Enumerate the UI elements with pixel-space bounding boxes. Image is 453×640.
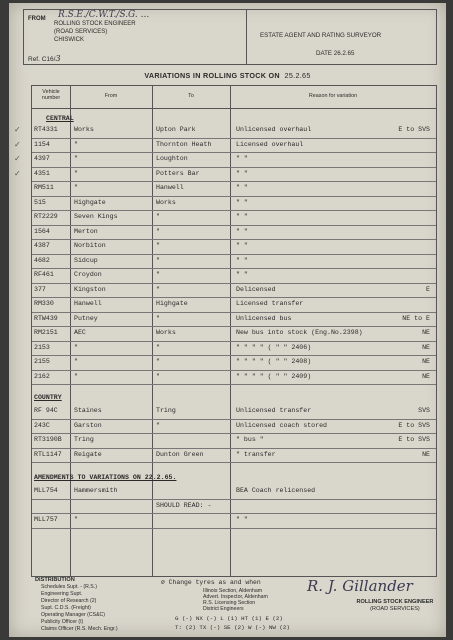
to-location: Hanwell	[156, 184, 184, 191]
from-location: AEC	[74, 329, 86, 336]
status-code: NE to E	[402, 314, 430, 322]
reference	[28, 54, 61, 63]
from-line-1: ROLLING STOCK ENGINEER	[54, 21, 136, 27]
vehicle-number: 4387	[34, 242, 50, 249]
reason-text: " "	[236, 184, 248, 191]
col-head-vehicle-2: number	[41, 95, 61, 101]
vehicle-number: MLL754	[34, 487, 58, 494]
row-divider	[32, 283, 436, 284]
row-divider	[32, 370, 436, 371]
from-location: Hanwell	[74, 300, 102, 307]
signature: R. J. Gillander	[307, 577, 413, 595]
row-divider	[32, 268, 436, 269]
status-code: NE	[422, 329, 430, 336]
to-location: Upton Park	[156, 126, 196, 133]
section-country: COUNTRY	[34, 394, 62, 401]
to-location: Loughton	[156, 155, 188, 162]
vehicle-number: 2162	[34, 372, 50, 380]
signatory-role-1: ROLLING STOCK ENGINEER	[356, 599, 434, 605]
col-head-vehicle	[32, 89, 70, 101]
handwritten-from: R.S.E./C.W.T./S.G. ...	[58, 10, 150, 20]
row-divider	[32, 297, 436, 298]
to-location: "	[156, 421, 160, 429]
status-code: E to SVS	[398, 421, 430, 429]
from-location: Kingston	[74, 285, 106, 293]
distribution-item: Director of Research (2)	[41, 598, 97, 604]
reason-text: Licensed overhaul	[236, 140, 304, 148]
from-location: Tring	[74, 436, 94, 443]
row-divider	[32, 528, 436, 529]
mid-list-item: Advert. Inspector, Aldenham	[203, 594, 268, 600]
reason-text: " "	[236, 169, 248, 177]
vehicle-number: 515	[34, 198, 46, 206]
row-divider	[32, 138, 436, 139]
reason-text: " "	[236, 198, 248, 206]
tick-mark: ✓	[14, 139, 21, 149]
tick-mark: ✓	[14, 168, 21, 178]
status-code: NE	[422, 358, 430, 365]
from-box	[24, 10, 247, 64]
reason-text: Unlicensed bus	[236, 314, 292, 322]
from-location: Hammersmith	[74, 487, 118, 494]
vehicle-number: RM2151	[34, 329, 58, 336]
row-divider	[32, 513, 436, 514]
row-divider	[32, 152, 436, 153]
title-date: 25.2.65	[284, 71, 311, 80]
section-amendments: AMENDMENTS TO VARIATIONS ON 22.2.65.	[34, 474, 177, 481]
from-line-3: CHISWICK	[54, 37, 84, 43]
header-box	[23, 9, 437, 65]
vehicle-number: RM330	[34, 300, 54, 307]
page-title	[9, 71, 446, 80]
reason-text: " transfer	[236, 450, 276, 458]
garage-codes-2: T: (2) TX (-) SE (2) W (-) NW (2)	[175, 624, 290, 631]
garage-codes-1: G (-) NX (-) L (1) HT (1) E (2)	[175, 615, 283, 622]
reason-text: " "	[236, 213, 248, 220]
tyre-note: ⌀ Change tyres as and when	[161, 579, 261, 586]
from-location: "	[74, 358, 78, 365]
from-location: Garston	[74, 421, 102, 429]
reason-text: Unlicensed overhaul	[236, 126, 312, 133]
vehicle-number: RF461	[34, 271, 54, 278]
status-code: E	[426, 285, 430, 293]
to-location: Potters Bar	[156, 169, 200, 177]
col-head-to: To	[188, 93, 194, 99]
row-divider	[32, 384, 436, 385]
vehicle-number: 1154	[34, 140, 50, 148]
from-location: Norbiton	[74, 242, 106, 249]
to-location: Works	[156, 198, 176, 206]
from-location: "	[74, 516, 78, 523]
vehicle-number: 2155	[34, 358, 50, 365]
from-location: Seven Kings	[74, 213, 118, 220]
distribution-item: Engineering Supt.	[41, 591, 83, 597]
from-location: Croydon	[74, 271, 102, 278]
reason-text: BEA Coach relicensed	[236, 487, 316, 494]
ref-label: Ref. C16/	[28, 56, 56, 63]
from-line-2: (ROAD SERVICES)	[54, 29, 108, 35]
reason-text: " " " " ( " " 2409)	[236, 372, 312, 380]
vehicle-number: 4682	[34, 256, 50, 264]
row-divider	[32, 239, 436, 240]
row-divider	[32, 210, 436, 211]
to-location: "	[156, 343, 160, 351]
from-location: Staines	[74, 407, 102, 414]
status-code: NE	[422, 343, 430, 351]
distribution-title: DISTRIBUTION	[35, 577, 75, 583]
vehicle-number: RT2229	[34, 213, 58, 220]
to-location: "	[156, 242, 160, 249]
from-location: "	[74, 184, 78, 191]
reason-text: " bus "	[236, 436, 264, 443]
date-line	[316, 50, 354, 57]
from-location: "	[74, 155, 78, 162]
from-location: Putney	[74, 314, 98, 322]
vehicle-number: MLL757	[34, 516, 58, 523]
vehicle-number: 4351	[34, 169, 50, 177]
to-location: Works	[156, 329, 176, 336]
from-label: FROM	[28, 16, 46, 22]
row-divider	[32, 196, 436, 197]
date-value: 26.2.65	[333, 50, 355, 57]
reason-text: Unlicensed coach stored	[236, 421, 328, 429]
vehicle-number: RTW439	[34, 314, 58, 322]
vehicle-number: 243C	[34, 421, 50, 429]
col-head-reason: Reason for variation	[308, 93, 358, 99]
signatory-role-2: (ROAD SERVICES)	[370, 606, 420, 612]
ref-number: 3	[55, 54, 61, 63]
section-central: CENTRAL	[46, 115, 74, 122]
to-location: "	[156, 213, 160, 220]
vehicle-number: RTL1147	[34, 450, 62, 458]
row-divider	[32, 326, 436, 327]
to-location: Highgate	[156, 300, 188, 307]
from-location: "	[74, 372, 78, 380]
mid-list-item: District Engineers	[203, 606, 244, 612]
reason-text: " "	[236, 155, 248, 162]
reason-text: Unlicensed transfer	[236, 407, 312, 414]
col-head-from: From	[104, 93, 118, 99]
vehicle-number: RM511	[34, 184, 54, 191]
distribution-item: Schedules Supt. - (R.S.)	[41, 584, 97, 590]
reason-text: " "	[236, 242, 248, 249]
from-location: Reigate	[74, 450, 102, 458]
vehicle-number: 377	[34, 285, 46, 293]
row-divider	[32, 433, 436, 434]
vehicle-number: 4397	[34, 155, 50, 162]
row-divider	[32, 312, 436, 313]
to-location: "	[156, 271, 160, 278]
distribution-item: Operating Manager (CS&C)	[41, 612, 106, 618]
row-divider	[32, 355, 436, 356]
vehicle-number: RT4331	[34, 126, 58, 133]
from-location: "	[74, 169, 78, 177]
col-divider	[230, 86, 231, 576]
mid-list-item: Illinois Section, Aldenham	[203, 588, 263, 594]
row-divider	[32, 419, 436, 420]
row-divider	[32, 499, 436, 500]
to-location: "	[156, 314, 160, 322]
distribution-item: Supt. C.D.S. (Freight)	[41, 605, 91, 611]
from-location: Merton	[74, 227, 98, 235]
row-divider	[32, 448, 436, 449]
row-divider	[32, 225, 436, 226]
status-code: E to SVS	[398, 126, 430, 133]
reason-text: Licensed transfer	[236, 300, 304, 307]
from-location: Highgate	[74, 198, 106, 206]
title-text: VARIATIONS IN ROLLING STOCK ON	[144, 71, 280, 80]
header-divider	[32, 108, 436, 109]
row-divider	[32, 462, 436, 463]
col-head-vehicle-1: Vehicle	[42, 89, 60, 95]
status-code: SVS	[418, 407, 430, 414]
distribution-item: Publicity Officer (I)	[41, 619, 84, 625]
row-divider	[32, 167, 436, 168]
to-location: SHOULD READ: -	[156, 501, 212, 509]
vehicle-number: 2153	[34, 343, 50, 351]
reason-text: " "	[236, 256, 248, 264]
to-location: Tring	[156, 407, 176, 414]
col-divider	[70, 86, 71, 576]
reason-text: " "	[236, 271, 248, 278]
tick-mark: ✓	[14, 154, 21, 163]
col-divider	[152, 86, 153, 576]
vehicle-number: 1564	[34, 227, 50, 235]
to-location: Thornton Heath	[156, 140, 212, 148]
to-location: "	[156, 256, 160, 264]
date-label: DATE	[316, 50, 333, 57]
variations-table	[14, 85, 437, 577]
to-location: Dunton Green	[156, 450, 204, 458]
from-location: Works	[74, 126, 94, 133]
status-code: NE	[422, 450, 430, 458]
from-location: Sidcup	[74, 256, 98, 264]
from-location: "	[74, 343, 78, 351]
reason-text: " "	[236, 227, 248, 235]
status-code: E to SVS	[398, 436, 430, 443]
reason-text: New bus into stock (Eng.No.2398)	[236, 329, 363, 336]
reason-text: " " " " ( " " 2408)	[236, 358, 312, 365]
footer	[9, 577, 446, 637]
to-line: ESTATE AGENT AND RATING SURVEYOR	[260, 32, 382, 39]
to-location: "	[156, 372, 160, 380]
to-location: "	[156, 227, 160, 235]
distribution-item: Claims Officer (R.S. Mech. Engr.)	[41, 626, 118, 632]
vehicle-number: RF 94C	[34, 407, 58, 414]
tick-mark: ✓	[14, 125, 21, 134]
document-sheet	[9, 3, 446, 637]
status-code: NE	[422, 372, 430, 380]
reason-text: Delicensed	[236, 285, 276, 293]
vehicle-number: RT3190B	[34, 436, 62, 443]
reason-text: " "	[236, 516, 248, 523]
reason-text: " " " " ( " " 2406)	[236, 343, 312, 351]
row-divider	[32, 254, 436, 255]
from-location: "	[74, 140, 78, 148]
to-location: "	[156, 358, 160, 365]
row-divider	[32, 181, 436, 182]
to-location: "	[156, 285, 160, 293]
mid-list-item: R.S. Licensing Section	[203, 600, 256, 606]
row-divider	[32, 341, 436, 342]
